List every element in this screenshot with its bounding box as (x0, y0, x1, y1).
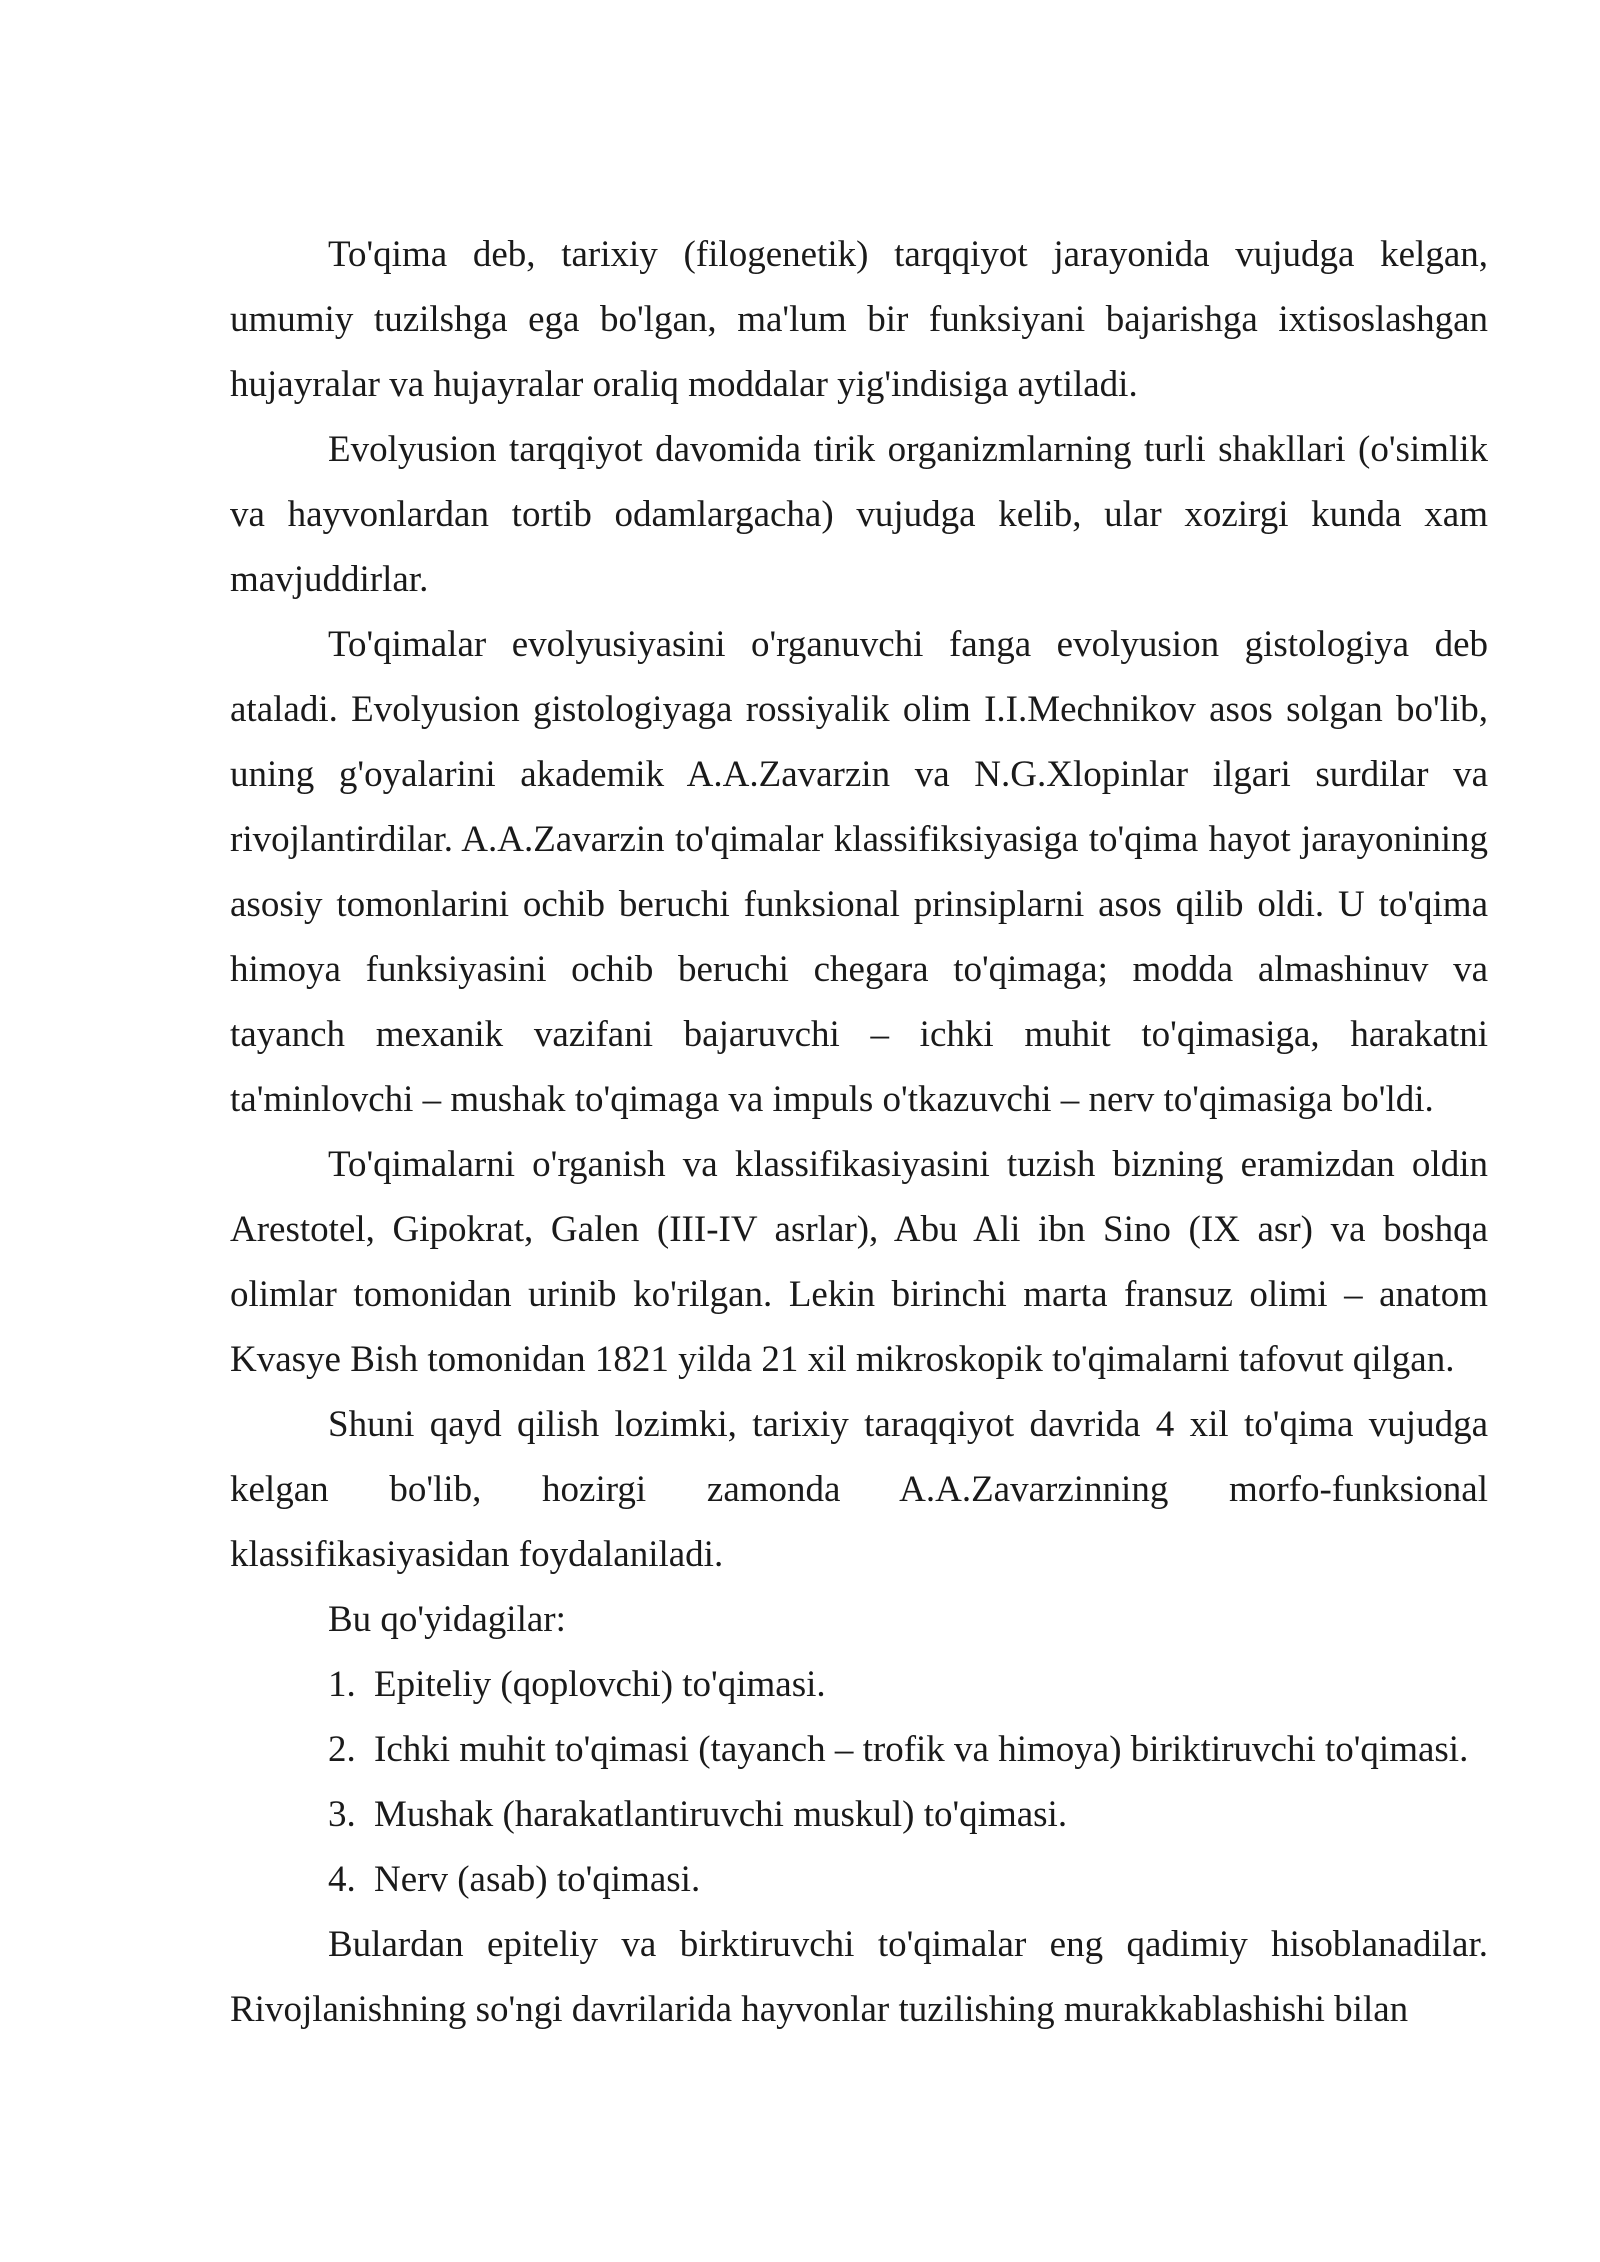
list-item-text: Epiteliy (qoplovchi) to'qimasi. (374, 1664, 826, 1705)
list-item-number: 3. (328, 1794, 356, 1835)
list-item-text: Ichki muhit to'qimasi (tayanch – trofik va himoya) biriktiruvchi to'qimasi. (374, 1729, 1469, 1770)
paragraph-four-tissue-types: Shuni qayd qilish lozimki, tarixiy taraqqiyot davrida 4 xil to'qima vujudga kelgan bo'lib, hozirgi zamonda A.A.Zavarzinning morfo-funksional klassifikasiyasidan foydalaniladi. (230, 1404, 1488, 1575)
list-item-number: 4. (328, 1859, 356, 1900)
list-item (230, 1652, 1488, 1717)
paragraph-tissue-definition: To'qima deb, tarixiy (filogenetik) tarqqiyot jarayonida vujudga kelgan, umumiy tuzilshga ega bo'lgan, ma'lum bir funksiyani bajarishga ixtisoslashgan hujayralar va hujayralar oraliq moddalar yig'indisiga aytiladi. (230, 234, 1488, 405)
paragraph-evolutionary-histology: To'qimalar evolyusiyasini o'rganuvchi fanga evolyusion gistologiya deb ataladi. Evolyusion gistologiyaga rossiyalik olim I.I.Mechnikov asos solgan bo'lib, uning g'oyalarini akademik A.A.Zavarzin va N.G.Xlopinlar ilgari surdilar va rivojlantirdilar. A.A.Zavarzin to'qimalar klassifiksiyasiga to'qima hayot jarayonining asosiy tomonlarini ochib beruchi funksional prinsiplarni asos qilib oldi. U to'qima himoya funksiyasini ochib beruchi chegara to'qimaga; modda almashinuv va tayanch mexanik vazifani bajaruvchi – ichki muhit to'qimasiga, harakatni ta'minlovchi – mushak to'qimaga va impuls o'tkazuvchi – nerv to'qimasiga bo'ldi. (230, 624, 1488, 1120)
paragraph-tissue-classification-history: To'qimalarni o'rganish va klassifikasiyasini tuzish bizning eramizdan oldin Arestotel, Gipokrat, Galen (III-IV asrlar), Abu Ali ibn Sino (IX asr) va boshqa olimlar tomonidan urinib ko'rilgan. Lekin birinchi marta fransuz olimi – anatom Kvasye Bish tomonidan 1821 yilda 21 xil mikroskopik to'qimalarni tafovut qilgan. (230, 1144, 1488, 1380)
tissue-types-list (230, 1652, 1488, 1912)
paragraph-oldest-tissues: Bulardan epiteliy va birktiruvchi to'qimalar eng qadimiy hisoblanadilar. Rivojlanishning so'ngi davrilarida hayvonlar tuzilishing murakkablashishi bilan (230, 1924, 1488, 2030)
list-item-text: Nerv (asab) to'qimasi. (374, 1859, 701, 1900)
list-item-number: 1. (328, 1664, 356, 1705)
list-item (230, 1847, 1488, 1912)
list-item-number: 2. (328, 1729, 356, 1770)
list-item (230, 1717, 1488, 1782)
document-page (230, 222, 1488, 2042)
list-intro: Bu qo'yidagilar: (328, 1599, 566, 1640)
list-item (230, 1782, 1488, 1847)
list-item-text: Mushak (harakatlantiruvchi muskul) to'qimasi. (374, 1794, 1068, 1835)
paragraph-evolutionary-development: Evolyusion tarqqiyot davomida tirik organizmlarning turli shakllari (o'simlik va hayvonlardan tortib odamlargacha) vujudga kelib, ular xozirgi kunda xam mavjuddirlar. (230, 429, 1488, 600)
